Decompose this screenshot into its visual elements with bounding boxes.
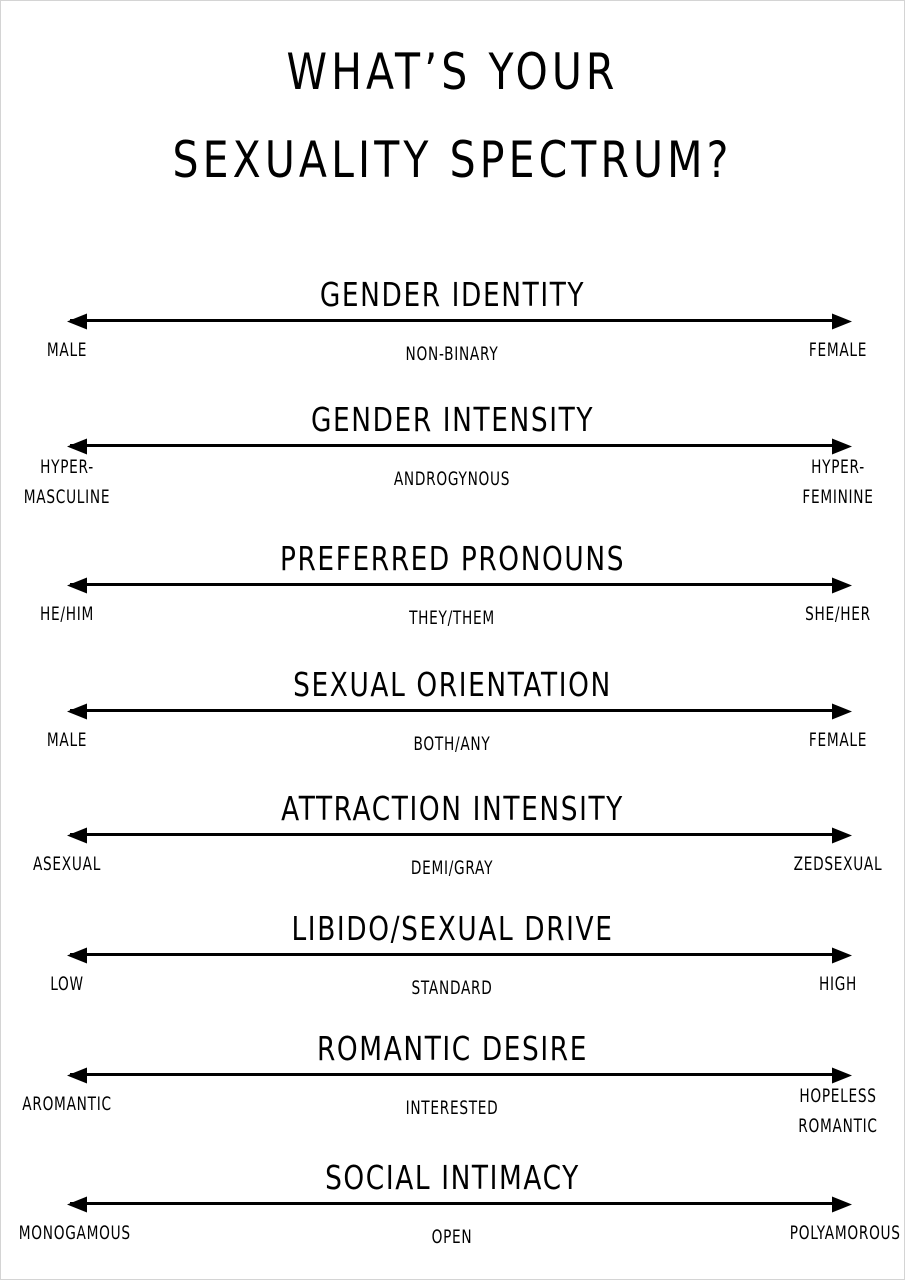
spectrum-gender-identity <box>0 275 905 385</box>
spectrum-gender-intensity <box>0 400 905 510</box>
spectrum-line <box>70 583 840 586</box>
arrow-left-icon <box>67 828 87 844</box>
spectrum-left-label: MONOGAMOUS <box>18 1222 131 1244</box>
spectrum-line <box>70 319 840 322</box>
spectrum-right-label: HYPER- FEMININE <box>802 456 874 508</box>
spectrum-attraction-intensity <box>0 789 905 899</box>
spectrum-middle-label: INTERESTED <box>405 1097 499 1119</box>
arrow-right-icon <box>832 578 852 594</box>
arrow-left-icon <box>67 314 87 330</box>
spectrum-left-label: ASEXUAL <box>32 853 102 875</box>
spectrum-social-intimacy <box>0 1158 905 1268</box>
spectrum-title: SOCIAL INTIMACY <box>325 1158 580 1197</box>
arrow-right-icon <box>832 704 852 720</box>
spectrum-left-label: HYPER- MASCULINE <box>23 456 111 508</box>
page-title-line-1: WHAT’S YOUR <box>286 43 619 101</box>
spectrum-title: ATTRACTION INTENSITY <box>281 789 624 828</box>
spectrum-middle-label: THEY/THEM <box>409 607 495 629</box>
spectrum-line <box>70 444 840 447</box>
arrow-left-icon <box>67 948 87 964</box>
arrow-right-icon <box>832 828 852 844</box>
spectrum-line <box>70 1073 840 1076</box>
spectrum-middle-label: DEMI/GRAY <box>410 857 494 879</box>
spectrum-right-label: HOPELESS ROMANTIC <box>798 1085 878 1137</box>
spectrum-title: LIBIDO/SEXUAL DRIVE <box>291 909 614 948</box>
spectrum-right-label: SHE/HER <box>805 603 871 625</box>
spectrum-preferred-pronouns <box>0 539 905 649</box>
spectrum-middle-label: NON-BINARY <box>405 343 499 365</box>
arrow-left-icon <box>67 1197 87 1213</box>
spectrum-title: GENDER INTENSITY <box>310 400 595 439</box>
spectrum-right-label: FEMALE <box>808 339 868 361</box>
spectrum-left-label: MALE <box>46 339 88 361</box>
spectrum-right-label: ZEDSEXUAL <box>793 853 883 875</box>
spectrum-title: SEXUAL ORIENTATION <box>293 665 612 704</box>
spectrum-middle-label: BOTH/ANY <box>413 733 491 755</box>
spectrum-title: PREFERRED PRONOUNS <box>279 539 626 578</box>
spectrum-line <box>70 833 840 836</box>
arrow-right-icon <box>832 948 852 964</box>
spectrum-line <box>70 953 840 956</box>
arrow-left-icon <box>67 1068 87 1084</box>
arrow-left-icon <box>67 704 87 720</box>
spectrum-left-label: AROMANTIC <box>22 1093 112 1115</box>
spectrum-right-label: HIGH <box>818 973 858 995</box>
spectrum-libido <box>0 909 905 1019</box>
spectrum-right-label: POLYAMOROUS <box>789 1222 901 1244</box>
page-title-line-2: SEXUALITY SPECTRUM? <box>172 131 733 189</box>
spectrum-middle-label: STANDARD <box>411 977 493 999</box>
spectrum-line <box>70 1202 840 1205</box>
spectrum-left-label: MALE <box>46 729 88 751</box>
spectrum-sexual-orientation <box>0 665 905 775</box>
spectrum-left-label: LOW <box>50 973 84 995</box>
spectrum-middle-label: ANDROGYNOUS <box>393 468 511 490</box>
spectrum-title: GENDER IDENTITY <box>319 275 586 314</box>
spectrum-romantic-desire <box>0 1029 905 1139</box>
spectrum-right-label: FEMALE <box>808 729 868 751</box>
arrow-right-icon <box>832 1197 852 1213</box>
spectrum-middle-label: OPEN <box>431 1226 473 1248</box>
arrow-right-icon <box>832 314 852 330</box>
spectrum-title: ROMANTIC DESIRE <box>316 1029 589 1068</box>
spectrum-left-label: HE/HIM <box>40 603 94 625</box>
arrow-left-icon <box>67 578 87 594</box>
spectrum-line <box>70 709 840 712</box>
